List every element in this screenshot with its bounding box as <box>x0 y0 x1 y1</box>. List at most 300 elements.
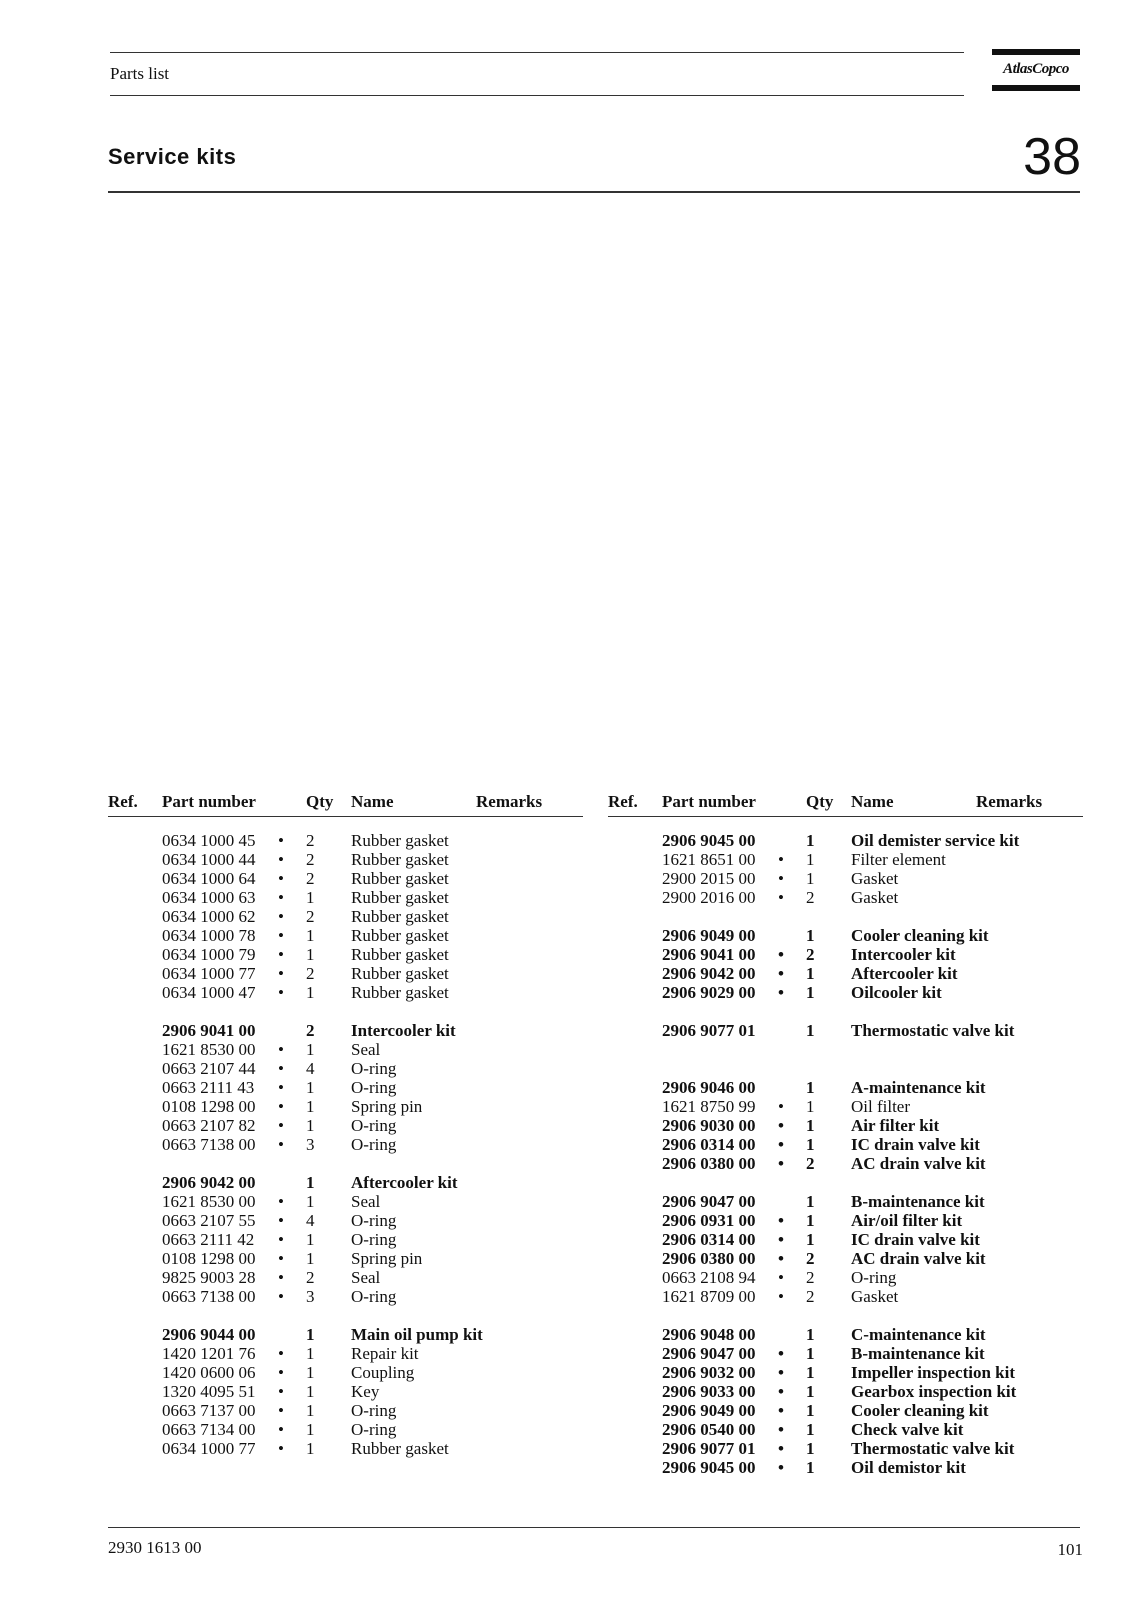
bullet-cell: • <box>778 964 784 983</box>
row-spacer <box>608 1173 1083 1192</box>
qty-cell: 1 <box>806 1439 815 1458</box>
bullet-cell: • <box>278 1363 284 1382</box>
part-number-cell: 2906 9033 00 <box>662 1382 756 1401</box>
name-cell: Aftercooler kit <box>851 964 958 983</box>
part-number-cell: 0663 7138 00 <box>162 1135 256 1154</box>
table-row <box>108 1382 583 1401</box>
qty-cell: 2 <box>306 1021 315 1040</box>
part-number-cell: 1320 4095 51 <box>162 1382 256 1401</box>
qty-cell: 1 <box>806 831 815 850</box>
qty-cell: 1 <box>806 1363 815 1382</box>
bullet-cell: • <box>778 1097 784 1116</box>
table-row <box>608 1078 1083 1097</box>
qty-cell: 2 <box>306 907 315 926</box>
bullet-cell: • <box>278 926 284 945</box>
bullet-cell: • <box>778 850 784 869</box>
part-number-cell: 2900 2015 00 <box>662 869 756 888</box>
table-row <box>108 888 583 907</box>
header-qty: Qty <box>806 792 834 811</box>
part-number-cell: 2906 9041 00 <box>162 1021 256 1040</box>
rows-right <box>608 831 1083 1477</box>
qty-cell: 2 <box>306 850 315 869</box>
table-row <box>608 1325 1083 1344</box>
qty-cell: 4 <box>306 1059 315 1078</box>
bullet-cell: • <box>278 1211 284 1230</box>
table-row <box>108 926 583 945</box>
name-cell: Rubber gasket <box>351 907 449 926</box>
part-number-cell: 2906 9030 00 <box>662 1116 756 1135</box>
name-cell: B-maintenance kit <box>851 1192 985 1211</box>
qty-cell: 1 <box>306 1078 315 1097</box>
bullet-cell: • <box>778 1401 784 1420</box>
qty-cell: 1 <box>306 1325 315 1344</box>
bullet-cell: • <box>778 1439 784 1458</box>
table-row <box>608 1363 1083 1382</box>
section-title: Service kits <box>108 144 237 169</box>
qty-cell: 1 <box>806 1021 815 1040</box>
name-cell: Thermostatic valve kit <box>851 1439 1015 1458</box>
section-number: 38 <box>1023 128 1081 186</box>
parts-table-right <box>608 790 1083 1477</box>
part-number-cell: 0663 2107 44 <box>162 1059 256 1078</box>
table-row <box>108 869 583 888</box>
name-cell: Seal <box>351 1040 381 1059</box>
name-cell: O-ring <box>351 1135 397 1154</box>
qty-cell: 1 <box>306 1420 315 1439</box>
part-number-cell: 2906 9049 00 <box>662 926 756 945</box>
qty-cell: 1 <box>306 1040 315 1059</box>
row-spacer <box>608 907 1083 926</box>
part-number-cell: 2900 2016 00 <box>662 888 756 907</box>
qty-cell: 1 <box>806 983 815 1002</box>
part-number-cell: 2906 9045 00 <box>662 1458 756 1477</box>
part-number-cell: 0634 1000 44 <box>162 850 256 869</box>
name-cell: Aftercooler kit <box>351 1173 458 1192</box>
bullet-cell: • <box>778 945 784 964</box>
qty-cell: 1 <box>806 1325 815 1344</box>
logo-top-bar <box>992 49 1080 55</box>
part-number-cell: 2906 9029 00 <box>662 983 756 1002</box>
table-header-left <box>108 790 583 817</box>
table-row <box>108 1192 583 1211</box>
name-cell: O-ring <box>351 1287 397 1306</box>
qty-cell: 1 <box>806 1458 815 1477</box>
qty-cell: 2 <box>806 888 815 907</box>
header-remarks: Remarks <box>976 792 1043 811</box>
name-cell: Rubber gasket <box>351 869 449 888</box>
header-top-rule <box>110 52 964 53</box>
bullet-cell: • <box>778 1420 784 1439</box>
table-row <box>108 1021 583 1040</box>
name-cell: Impeller inspection kit <box>851 1363 1016 1382</box>
part-number-cell: 0663 2111 43 <box>162 1078 255 1097</box>
part-number-cell: 0663 7134 00 <box>162 1420 256 1439</box>
table-row <box>608 1021 1083 1040</box>
name-cell: Main oil pump kit <box>351 1325 483 1344</box>
qty-cell: 1 <box>806 1192 815 1211</box>
table-row <box>608 831 1083 850</box>
table-row <box>608 1097 1083 1116</box>
part-number-cell: 1621 8709 00 <box>662 1287 756 1306</box>
qty-cell: 1 <box>806 850 815 869</box>
bullet-cell: • <box>278 1344 284 1363</box>
table-row <box>108 1059 583 1078</box>
header-remarks: Remarks <box>476 792 543 811</box>
name-cell: Air filter kit <box>851 1116 940 1135</box>
bullet-cell: • <box>278 945 284 964</box>
name-cell: Intercooler kit <box>851 945 956 964</box>
table-row <box>608 1192 1083 1211</box>
part-number-cell: 9825 9003 28 <box>162 1268 256 1287</box>
part-number-cell: 0663 7137 00 <box>162 1401 256 1420</box>
page-number: 101 <box>1057 1540 1083 1559</box>
bullet-cell: • <box>278 1040 284 1059</box>
qty-cell: 1 <box>806 1344 815 1363</box>
name-cell: B-maintenance kit <box>851 1344 985 1363</box>
qty-cell: 1 <box>306 945 315 964</box>
table-row <box>608 888 1083 907</box>
name-cell: Coupling <box>351 1363 415 1382</box>
name-cell: O-ring <box>851 1268 897 1287</box>
bullet-cell: • <box>778 1249 784 1268</box>
parts-table-left <box>108 790 583 1458</box>
header-label: Parts list <box>110 64 170 83</box>
table-row <box>108 1268 583 1287</box>
part-number-cell: 0634 1000 47 <box>162 983 256 1002</box>
part-number-cell: 2906 0540 00 <box>662 1420 756 1439</box>
name-cell: O-ring <box>351 1401 397 1420</box>
qty-cell: 2 <box>806 945 815 964</box>
header-name: Name <box>351 792 394 811</box>
part-number-cell: 0634 1000 78 <box>162 926 256 945</box>
name-cell: Rubber gasket <box>351 1439 449 1458</box>
table-row <box>608 1401 1083 1420</box>
row-spacer <box>608 1059 1083 1078</box>
logo-bottom-bar <box>992 85 1080 91</box>
qty-cell: 2 <box>306 1268 315 1287</box>
table-row <box>608 964 1083 983</box>
name-cell: O-ring <box>351 1059 397 1078</box>
qty-cell: 1 <box>806 1401 815 1420</box>
bullet-cell: • <box>278 1059 284 1078</box>
bullet-cell: • <box>778 1382 784 1401</box>
name-cell: O-ring <box>351 1211 397 1230</box>
qty-cell: 2 <box>806 1154 815 1173</box>
table-row <box>608 1268 1083 1287</box>
row-spacer <box>608 1002 1083 1021</box>
table-row <box>608 1420 1083 1439</box>
bullet-cell: • <box>278 1116 284 1135</box>
row-spacer <box>108 1002 583 1021</box>
bullet-cell: • <box>278 1420 284 1439</box>
name-cell: Gasket <box>851 1287 899 1306</box>
name-cell: AC drain valve kit <box>851 1154 986 1173</box>
part-number-cell: 1420 0600 06 <box>162 1363 256 1382</box>
table-row <box>108 1420 583 1439</box>
header-part-number: Part number <box>162 792 256 811</box>
part-number-cell: 2906 9049 00 <box>662 1401 756 1420</box>
name-cell: Filter element <box>851 850 946 869</box>
part-number-cell: 2906 9042 00 <box>162 1173 256 1192</box>
bullet-cell: • <box>778 1363 784 1382</box>
part-number-cell: 0108 1298 00 <box>162 1249 256 1268</box>
bullet-cell: • <box>278 983 284 1002</box>
bullet-cell: • <box>278 1230 284 1249</box>
bullet-cell: • <box>278 964 284 983</box>
bullet-cell: • <box>778 1287 784 1306</box>
table-row <box>108 1078 583 1097</box>
name-cell: Rubber gasket <box>351 850 449 869</box>
qty-cell: 1 <box>306 1249 315 1268</box>
part-number-cell: 2906 0931 00 <box>662 1211 756 1230</box>
qty-cell: 1 <box>306 1401 315 1420</box>
name-cell: O-ring <box>351 1230 397 1249</box>
name-cell: Oilcooler kit <box>851 983 942 1002</box>
header-name: Name <box>851 792 894 811</box>
qty-cell: 1 <box>306 888 315 907</box>
atlas-copco-logo <box>992 49 1080 94</box>
table-row <box>108 1363 583 1382</box>
qty-cell: 1 <box>806 964 815 983</box>
part-number-cell: 2906 9041 00 <box>662 945 756 964</box>
qty-cell: 2 <box>306 869 315 888</box>
part-number-cell: 2906 9077 01 <box>662 1021 756 1040</box>
qty-cell: 2 <box>306 831 315 850</box>
table-row <box>608 1135 1083 1154</box>
table-row <box>108 1230 583 1249</box>
name-cell: O-ring <box>351 1420 397 1439</box>
qty-cell: 1 <box>306 926 315 945</box>
table-row <box>108 1287 583 1306</box>
part-number-cell: 2906 9048 00 <box>662 1325 756 1344</box>
table-row <box>108 1325 583 1344</box>
logo-wordmark: AtlasCopco <box>1003 61 1069 77</box>
header-ref: Ref. <box>108 792 138 811</box>
bullet-cell: • <box>278 850 284 869</box>
section-rule <box>108 191 1080 193</box>
bullet-cell: • <box>278 1192 284 1211</box>
part-number-cell: 2906 0314 00 <box>662 1135 756 1154</box>
qty-cell: 1 <box>306 983 315 1002</box>
bullet-cell: • <box>778 1135 784 1154</box>
table-row <box>608 1154 1083 1173</box>
table-row <box>608 1458 1083 1477</box>
part-number-cell: 2906 9046 00 <box>662 1078 756 1097</box>
table-row <box>608 926 1083 945</box>
table-row <box>608 869 1083 888</box>
name-cell: Seal <box>351 1268 381 1287</box>
document-number: 2930 1613 00 <box>108 1538 202 1557</box>
part-number-cell: 0663 7138 00 <box>162 1287 256 1306</box>
bullet-cell: • <box>278 1249 284 1268</box>
footer-rule <box>108 1527 1080 1528</box>
table-row <box>108 1040 583 1059</box>
bullet-cell: • <box>778 1154 784 1173</box>
name-cell: C-maintenance kit <box>851 1325 986 1344</box>
part-number-cell: 0634 1000 79 <box>162 945 256 964</box>
table-row <box>108 1211 583 1230</box>
part-number-cell: 2906 9032 00 <box>662 1363 756 1382</box>
table-row <box>608 1344 1083 1363</box>
header-qty: Qty <box>306 792 334 811</box>
table-row <box>108 964 583 983</box>
name-cell: A-maintenance kit <box>851 1078 986 1097</box>
table-row <box>608 850 1083 869</box>
qty-cell: 1 <box>306 1116 315 1135</box>
part-number-cell: 0108 1298 00 <box>162 1097 256 1116</box>
name-cell: Repair kit <box>351 1344 419 1363</box>
name-cell: AC drain valve kit <box>851 1249 986 1268</box>
qty-cell: 4 <box>306 1211 315 1230</box>
name-cell: Oil filter <box>851 1097 911 1116</box>
name-cell: Gasket <box>851 888 899 907</box>
bullet-cell: • <box>778 1268 784 1287</box>
part-number-cell: 0634 1000 62 <box>162 907 256 926</box>
part-number-cell: 2906 9047 00 <box>662 1344 756 1363</box>
bullet-cell: • <box>778 1116 784 1135</box>
part-number-cell: 0634 1000 45 <box>162 831 256 850</box>
bullet-cell: • <box>278 888 284 907</box>
table-row <box>608 945 1083 964</box>
qty-cell: 1 <box>806 1116 815 1135</box>
qty-cell: 1 <box>806 1097 815 1116</box>
bullet-cell: • <box>778 1230 784 1249</box>
qty-cell: 3 <box>306 1135 315 1154</box>
part-number-cell: 0663 2108 94 <box>662 1268 756 1287</box>
name-cell: IC drain valve kit <box>851 1135 980 1154</box>
bullet-cell: • <box>278 1268 284 1287</box>
name-cell: Rubber gasket <box>351 945 449 964</box>
name-cell: Oil demistor kit <box>851 1458 966 1477</box>
qty-cell: 1 <box>806 926 815 945</box>
row-spacer <box>108 1154 583 1173</box>
table-row <box>108 945 583 964</box>
header-ref: Ref. <box>608 792 638 811</box>
part-number-cell: 2906 9044 00 <box>162 1325 256 1344</box>
bullet-cell: • <box>278 1439 284 1458</box>
table-row <box>608 1116 1083 1135</box>
name-cell: Rubber gasket <box>351 831 449 850</box>
table-row <box>608 1211 1083 1230</box>
name-cell: Air/oil filter kit <box>851 1211 963 1230</box>
qty-cell: 3 <box>306 1287 315 1306</box>
part-number-cell: 1621 8651 00 <box>662 850 756 869</box>
bullet-cell: • <box>278 831 284 850</box>
table-row <box>608 1230 1083 1249</box>
name-cell: Spring pin <box>351 1097 423 1116</box>
table-row <box>108 1401 583 1420</box>
table-row <box>108 1344 583 1363</box>
name-cell: Rubber gasket <box>351 983 449 1002</box>
table-row <box>608 1287 1083 1306</box>
qty-cell: 1 <box>806 869 815 888</box>
rows-left <box>108 831 583 1458</box>
table-row <box>108 1439 583 1458</box>
bullet-cell: • <box>278 1097 284 1116</box>
name-cell: Seal <box>351 1192 381 1211</box>
part-number-cell: 0634 1000 77 <box>162 964 256 983</box>
name-cell: O-ring <box>351 1078 397 1097</box>
qty-cell: 1 <box>806 1078 815 1097</box>
bullet-cell: • <box>778 869 784 888</box>
table-row <box>108 1249 583 1268</box>
part-number-cell: 0663 2111 42 <box>162 1230 255 1249</box>
name-cell: IC drain valve kit <box>851 1230 980 1249</box>
part-number-cell: 0634 1000 77 <box>162 1439 256 1458</box>
qty-cell: 1 <box>306 1230 315 1249</box>
name-cell: Gasket <box>851 869 899 888</box>
name-cell: Cooler cleaning kit <box>851 926 989 945</box>
bullet-cell: • <box>778 1211 784 1230</box>
bullet-cell: • <box>778 1344 784 1363</box>
bullet-cell: • <box>278 907 284 926</box>
part-number-cell: 1420 1201 76 <box>162 1344 256 1363</box>
qty-cell: 2 <box>806 1287 815 1306</box>
name-cell: Check valve kit <box>851 1420 964 1439</box>
table-row <box>108 1173 583 1192</box>
bullet-cell: • <box>278 1135 284 1154</box>
header-bottom-rule <box>110 95 964 96</box>
table-row <box>608 983 1083 1002</box>
qty-cell: 1 <box>806 1230 815 1249</box>
part-number-cell: 0663 2107 55 <box>162 1211 256 1230</box>
table-header-right <box>608 790 1083 817</box>
part-number-cell: 2906 9045 00 <box>662 831 756 850</box>
bullet-cell: • <box>278 1382 284 1401</box>
part-number-cell: 2906 9077 01 <box>662 1439 756 1458</box>
header-part-number: Part number <box>662 792 756 811</box>
table-row <box>108 1135 583 1154</box>
qty-cell: 1 <box>806 1382 815 1401</box>
row-spacer <box>608 1040 1083 1059</box>
bullet-cell: • <box>278 1078 284 1097</box>
row-spacer <box>108 1306 583 1325</box>
table-row <box>108 850 583 869</box>
qty-cell: 1 <box>306 1173 315 1192</box>
name-cell: Thermostatic valve kit <box>851 1021 1015 1040</box>
bullet-cell: • <box>278 1287 284 1306</box>
table-row <box>608 1439 1083 1458</box>
qty-cell: 1 <box>306 1382 315 1401</box>
table-row <box>108 831 583 850</box>
name-cell: Spring pin <box>351 1249 423 1268</box>
qty-cell: 1 <box>306 1192 315 1211</box>
part-number-cell: 0663 2107 82 <box>162 1116 256 1135</box>
qty-cell: 2 <box>306 964 315 983</box>
name-cell: Rubber gasket <box>351 888 449 907</box>
qty-cell: 2 <box>806 1268 815 1287</box>
part-number-cell: 2906 0314 00 <box>662 1230 756 1249</box>
part-number-cell: 1621 8530 00 <box>162 1040 256 1059</box>
name-cell: O-ring <box>351 1116 397 1135</box>
qty-cell: 1 <box>306 1344 315 1363</box>
table-row <box>108 1116 583 1135</box>
qty-cell: 2 <box>806 1249 815 1268</box>
table-row <box>608 1249 1083 1268</box>
qty-cell: 1 <box>306 1363 315 1382</box>
part-number-cell: 1621 8530 00 <box>162 1192 256 1211</box>
part-number-cell: 2906 9042 00 <box>662 964 756 983</box>
name-cell: Rubber gasket <box>351 926 449 945</box>
bullet-cell: • <box>278 1401 284 1420</box>
name-cell: Cooler cleaning kit <box>851 1401 989 1420</box>
part-number-cell: 2906 9047 00 <box>662 1192 756 1211</box>
name-cell: Rubber gasket <box>351 964 449 983</box>
table-row <box>108 907 583 926</box>
bullet-cell: • <box>778 983 784 1002</box>
qty-cell: 1 <box>806 1211 815 1230</box>
bullet-cell: • <box>778 888 784 907</box>
